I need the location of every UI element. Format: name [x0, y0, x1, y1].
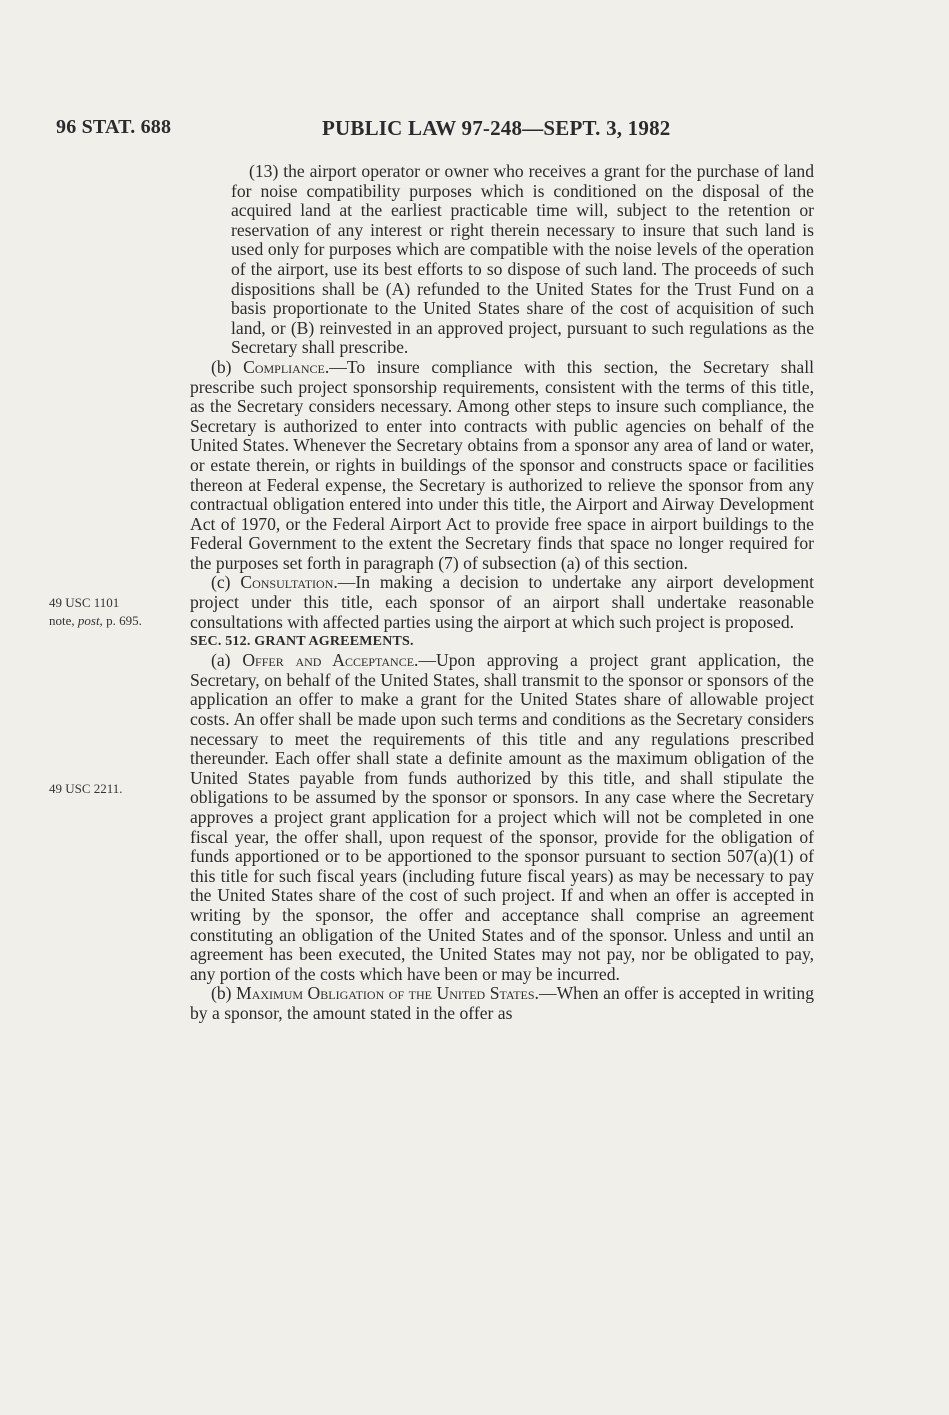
margin-note-line [49, 612, 142, 630]
paragraph-13: (13) the airport operator or owner who receives a grant for the purchase of land for noise compatibility purposes which is conditioned on the disposal of the acquired land at the earliest practicable time will, subject to the retention or reservation of any interest or right therein necessary to insure that such land is used only for purposes which are compatible with the noise levels of the operation of the airport, use its best efforts to so dispose of such land. The proceeds of such dispositions shall be (A) refunded to the United States for the Trust Fund on a basis proportionate to the United States share of the cost of acquisition of such land, or (B) reinvested in an approved project, pursuant to such regulations as the Secretary shall prescribe. [231, 161, 814, 358]
margin-note-citation-2211: 49 USC 2211. [49, 781, 123, 796]
subsection-text: —To insure compliance with this section, the Secretary shall prescribe such project sponsorship requirements, consistent with the terms of this title, as the Secretary considers necessary. Among other steps to insure such compliance, the Secretary is authorized to enter into contracts with public agencies on behalf of the United States. Whenever the Secretary obtains from a sponsor any area of land or water, or estate therein, or rights in buildings of the sponsor and constructs space or facilities thereon at Federal expense, the Secretary is authorized to relieve the sponsor from any contractual obligation entered into under this title, the Airport and Airway Development Act of 1970, or the Federal Airport Act to provide free space in airport buildings to the Federal Government to the extent the Secretary finds that space no longer required for the purposes set forth in paragraph (7) of subsection (a) of this section. [190, 356, 814, 573]
subsection-heading: Consultation. [240, 572, 338, 593]
margin-note-line: 49 USC 1101 [49, 595, 120, 610]
margin-note-italic: post, [77, 613, 103, 628]
statute-body [190, 162, 814, 1024]
margin-note-text: note, [49, 613, 78, 628]
margin-note-text: p. 695. [102, 613, 142, 628]
subsection-label: (c) [211, 572, 241, 593]
subsection-label: (b) [211, 356, 244, 377]
running-head: PUBLIC LAW 97-248—SEPT. 3, 1982 [322, 116, 671, 140]
subsection-heading: Compliance. [243, 356, 330, 377]
subsection-a-offer-acceptance [190, 651, 814, 984]
subsection-b-compliance [190, 358, 814, 574]
subsection-heading: Maximum Obligation of the United States. [236, 983, 539, 1004]
subsection-text: —In making a decision to undertake any airport development project under this title, each sponsor of an airport shall undertake reasonable consultations with affected parties using the airport at which such project is proposed. [190, 572, 814, 632]
subsection-label: (b) [211, 983, 237, 1004]
subsection-text: —Upon approving a project grant application, the Secretary, on behalf of the United States, shall transmit to the sponsor or sponsors of the application an offer to make a grant for the United States share of allowable project costs. An offer shall be made upon such terms and conditions as the Secretary considers necessary to meet the requirements of this title and any regulations prescribed thereunder. Each offer shall state a definite amount as the maximum obligation of the United States payable from funds authorized by this title, and shall stipulate the obligations to be assumed by the sponsor or sponsors. In any case where the Secretary approves a project grant application for a project which will not be completed in one fiscal year, the offer shall, upon request of the sponsor, provide for the obligation of funds apportioned or to be apportioned to the sponsor pursuant to section 507(a)(1) of this title for such fiscal years (including future fiscal years) as may be necessary to pay the United States share of the cost of such project. If and when an offer is accepted in writing by the sponsor, the offer and acceptance shall comprise an agreement constituting an obligation of the United States and of the sponsor. Unless and until an agreement has been executed, the United States may not pay, nor be obligated to pay, any portion of the costs which have been or may be incurred. [190, 650, 814, 984]
section-512-heading: SEC. 512. GRANT AGREEMENTS. [190, 634, 414, 650]
margin-note-citation-1101 [49, 594, 142, 630]
subsection-heading: Offer and Acceptance. [242, 650, 419, 671]
subsection-c-consultation [190, 573, 814, 632]
subsection-b-maximum-obligation [190, 984, 814, 1023]
subsection-label: (a) [211, 650, 243, 671]
subsection-text: —When an offer is accepted in writing by a sponsor, the amount stated in the offer as [190, 983, 814, 1023]
statute-page-number: 96 STAT. 688 [56, 116, 172, 138]
